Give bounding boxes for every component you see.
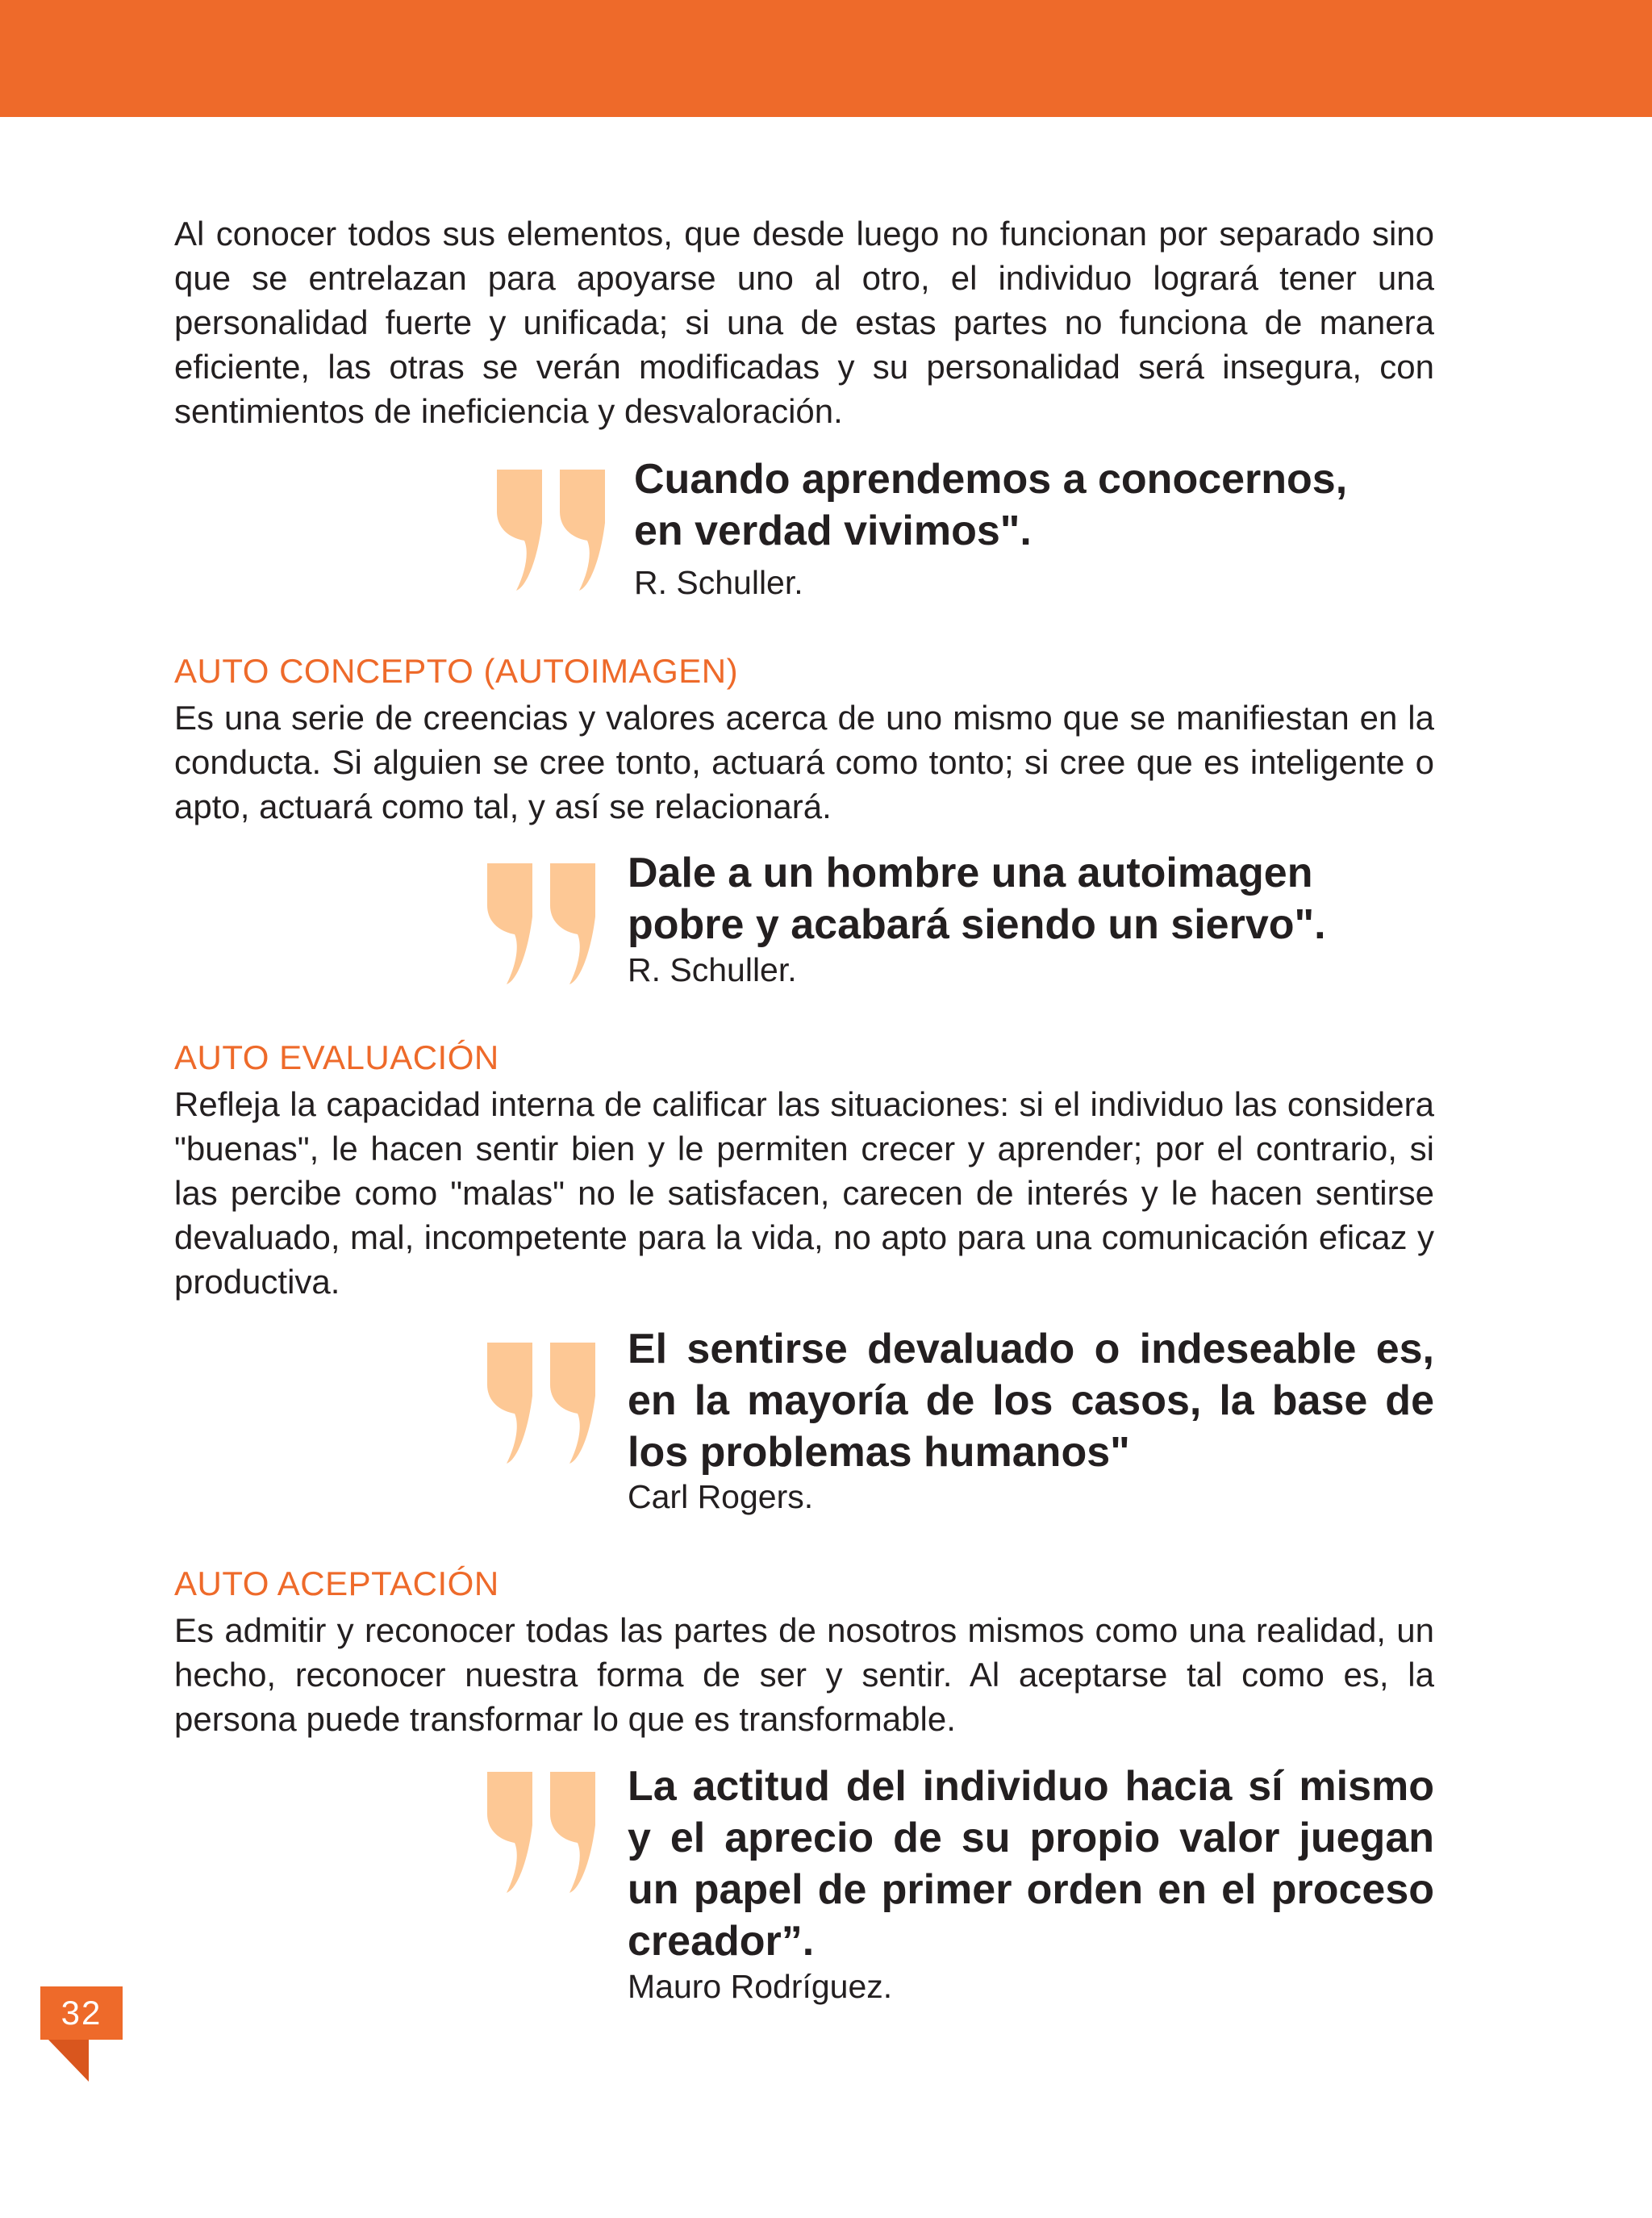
quote-text-1: Cuando aprendemos a conocernos, en verdad vivimos". [634, 456, 1348, 554]
quote-mark-icon [492, 466, 613, 595]
quote-author-4: Mauro Rodríguez. [628, 1968, 893, 2005]
quote-mark-icon [482, 1339, 603, 1468]
section-heading-auto-aceptacion: AUTO ACEPTACIÓN [174, 1564, 499, 1602]
section-heading-auto-evaluacion: AUTO EVALUACIÓN [174, 1038, 499, 1076]
quote-text-4: La actitud del individuo hacia sí mismo y el aprecio de su propio valor juegan un papel de primer orden en el proceso creador”. [628, 1763, 1434, 1965]
intro-paragraph: Al conocer todos sus elementos, que desde luego no funcionan por separado sino que se entrelazan para apoyarse uno al otro, el individuo logrará tener una personalidad fuerte y unificada; si una de estas partes no funciona de manera eficiente, las otras se verán modificadas y su personalidad será insegura, con sentimientos de ineficiencia y desvaloración. [174, 215, 1434, 430]
section-body-auto-evaluacion: Refleja la capacidad interna de calificar las situaciones: si el individuo las considera "buenas", le hacen sentir bien y le permiten crecer y aprender; por el contrario, si las percibe como "malas" no le satisfacen, carecen de interés y le hacen sentirse devaluado, mal, incompetente para la vida, no apto para una comunicación eficaz y productiva. [174, 1085, 1434, 1301]
quote-mark-icon [482, 1769, 603, 1898]
section-body-auto-aceptacion: Es admitir y reconocer todas las partes de nosotros mismos como una realidad, un hecho, reconocer nuestra forma de ser y sentir. Al aceptarse tal como es, la persona puede transformar lo que es transformable. [174, 1611, 1434, 1738]
section-heading-auto-concepto: AUTO CONCEPTO (AUTOIMAGEN) [174, 652, 739, 690]
header-bar [0, 0, 1652, 117]
page-number: 32 [60, 1994, 102, 2032]
quote-text-2: Dale a un hombre una autoimagen pobre y acabará siendo un siervo". [628, 850, 1326, 948]
section-body-auto-concepto: Es una serie de creencias y valores acerca de uno mismo que se manifiestan en la conducta. Si alguien se cree tonto, actuará como tonto; si cree que es inteligente o apto, actuará como tal, y así se relacionará. [174, 699, 1434, 825]
quote-mark-icon [482, 860, 603, 989]
quote-text-3: El sentirse devaluado o indeseable es, en la mayoría de los casos, la base de los problemas humanos" [628, 1326, 1434, 1476]
quote-author-3: Carl Rogers. [628, 1478, 814, 1515]
quote-author-1: R. Schuller. [634, 564, 803, 601]
quote-author-2: R. Schuller. [628, 951, 797, 988]
